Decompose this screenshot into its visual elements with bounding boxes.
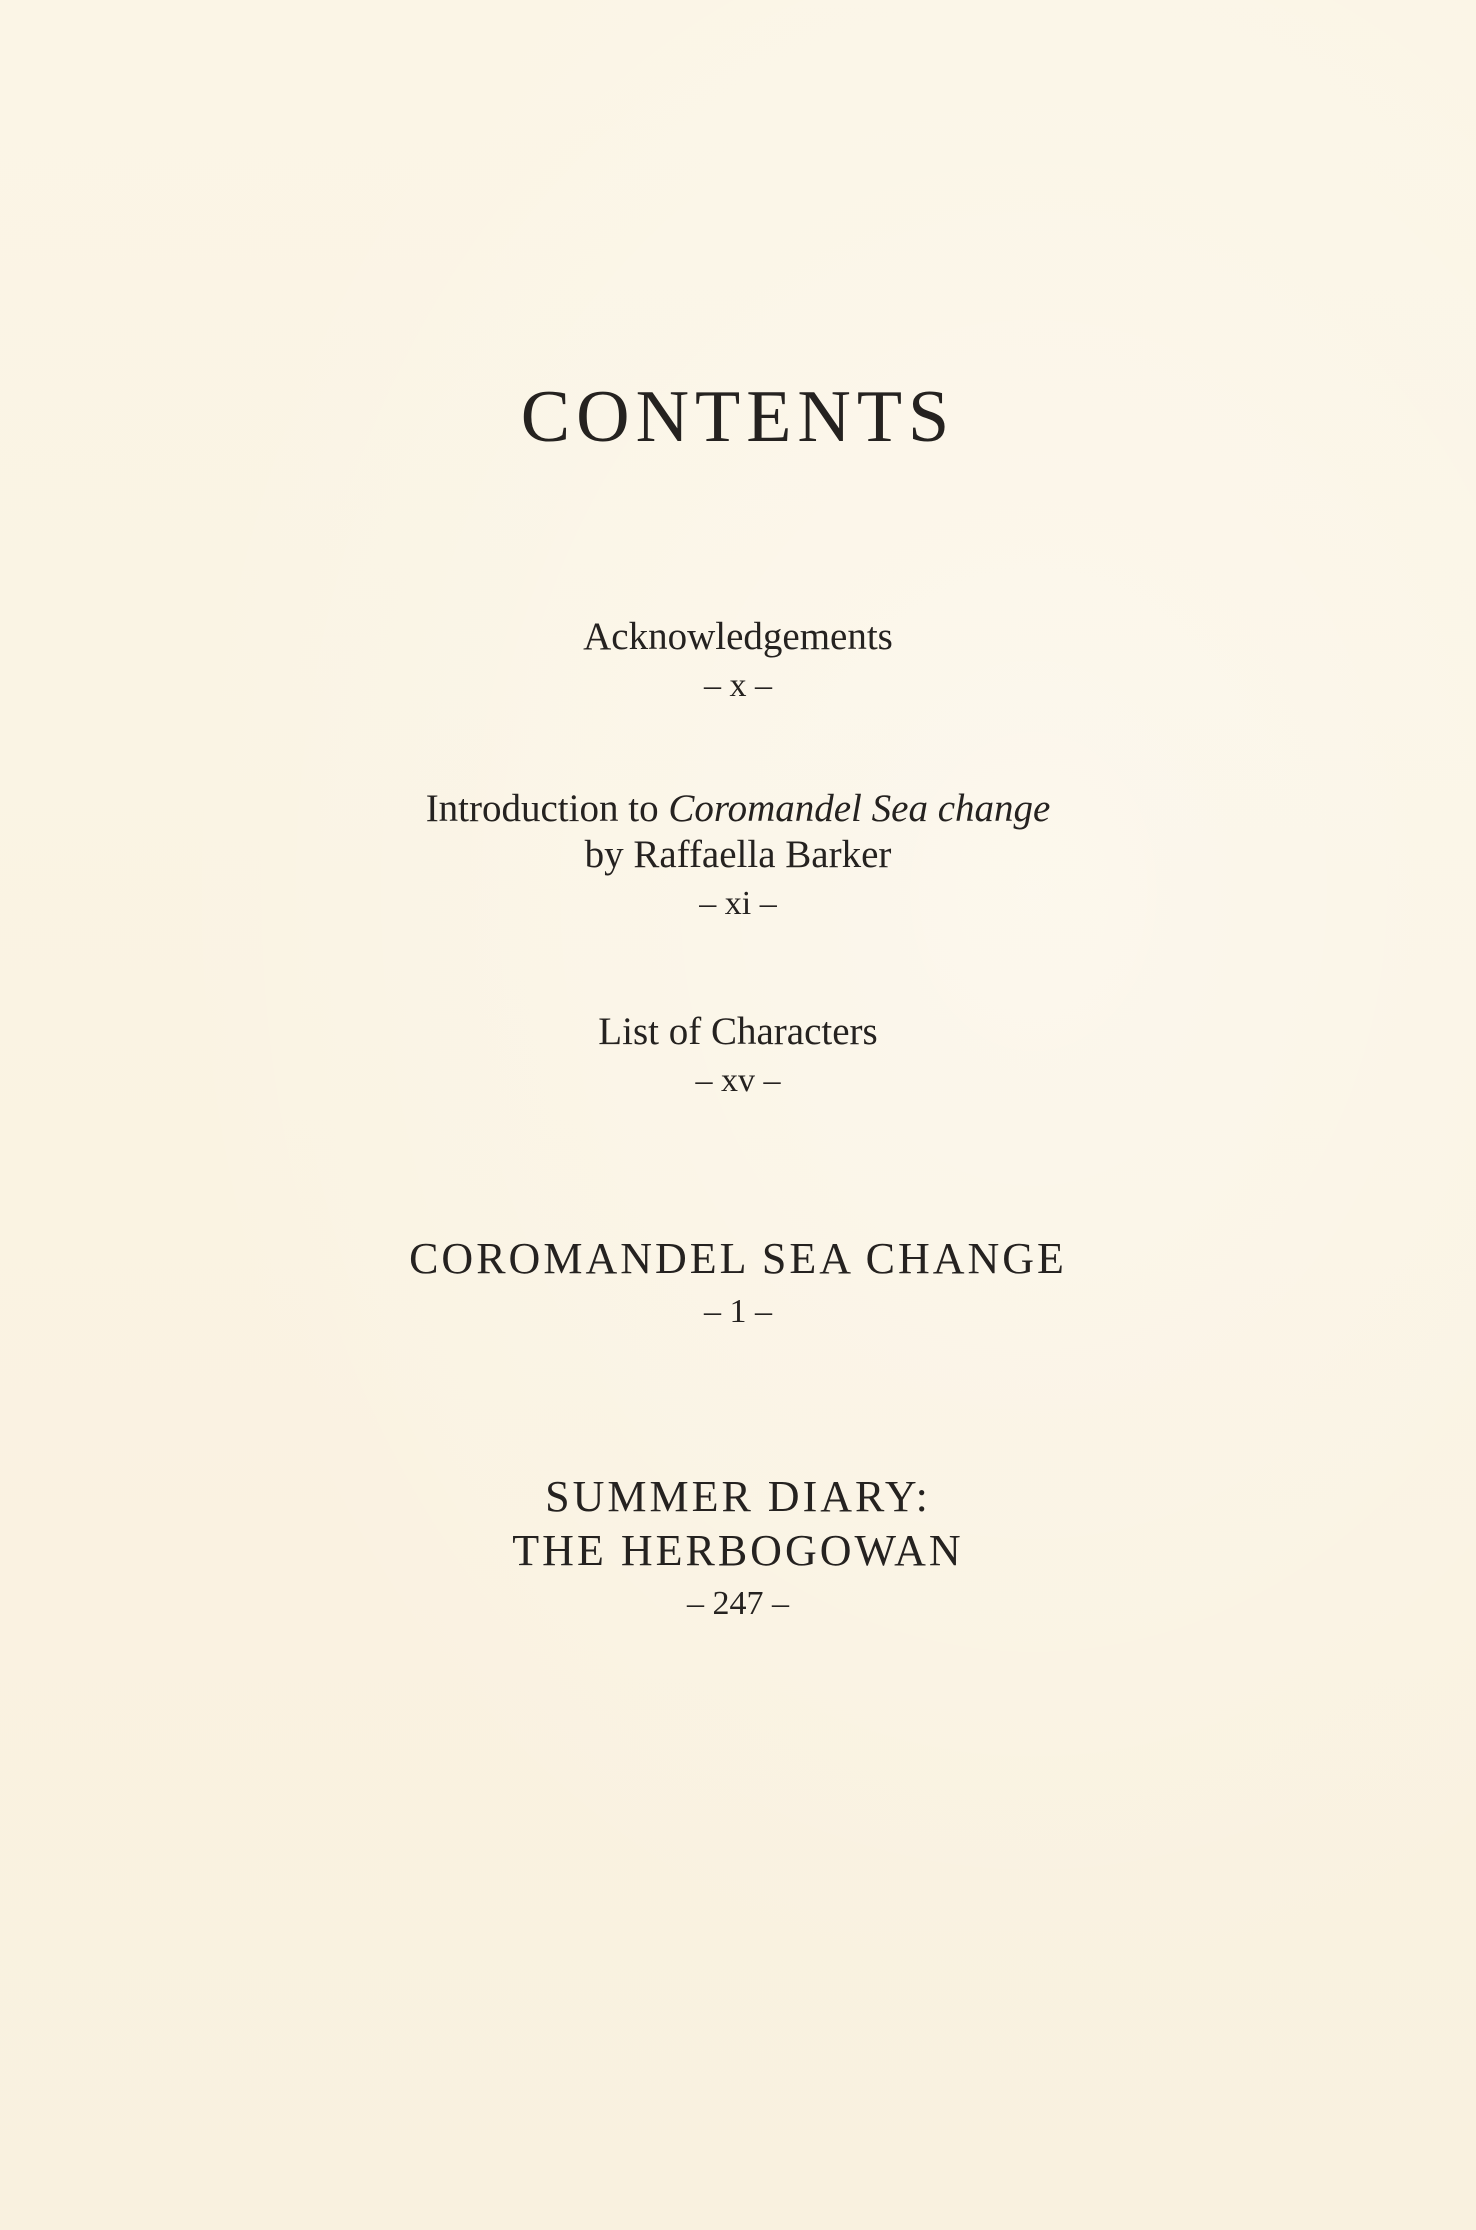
- toc-entry-acknowledgements: [0, 614, 1476, 708]
- toc-page-number: – x –: [704, 667, 772, 704]
- toc-entry-coromandel: [0, 1232, 1476, 1334]
- toc-entry-label: List of Characters: [598, 1010, 878, 1053]
- toc-entry-introduction: [0, 786, 1476, 926]
- toc-page-number: – xi –: [699, 885, 777, 922]
- toc-entry-characters: [0, 1009, 1476, 1103]
- toc-part-title-line2: THE HERBOGOWAN: [512, 1526, 964, 1575]
- toc-part-title-line1: SUMMER DIARY:: [545, 1472, 931, 1521]
- toc-part-title: COROMANDEL SEA CHANGE: [409, 1234, 1067, 1283]
- toc-page-number: – 247 –: [687, 1585, 789, 1622]
- toc-entry-byline: by Raffaella Barker: [584, 833, 892, 876]
- toc-entry-summer-diary: [0, 1470, 1476, 1626]
- page-title: CONTENTS: [520, 376, 956, 458]
- toc-entry-label-italic: Coromandel Sea change: [668, 787, 1051, 830]
- toc-entry-label: [0, 786, 1476, 832]
- toc-page-number: – 1 –: [704, 1293, 772, 1330]
- toc-entry-label: Acknowledgements: [583, 615, 893, 658]
- toc-page-number: – xv –: [695, 1062, 781, 1099]
- toc-entry-label-prefix: Introduction to: [425, 787, 669, 830]
